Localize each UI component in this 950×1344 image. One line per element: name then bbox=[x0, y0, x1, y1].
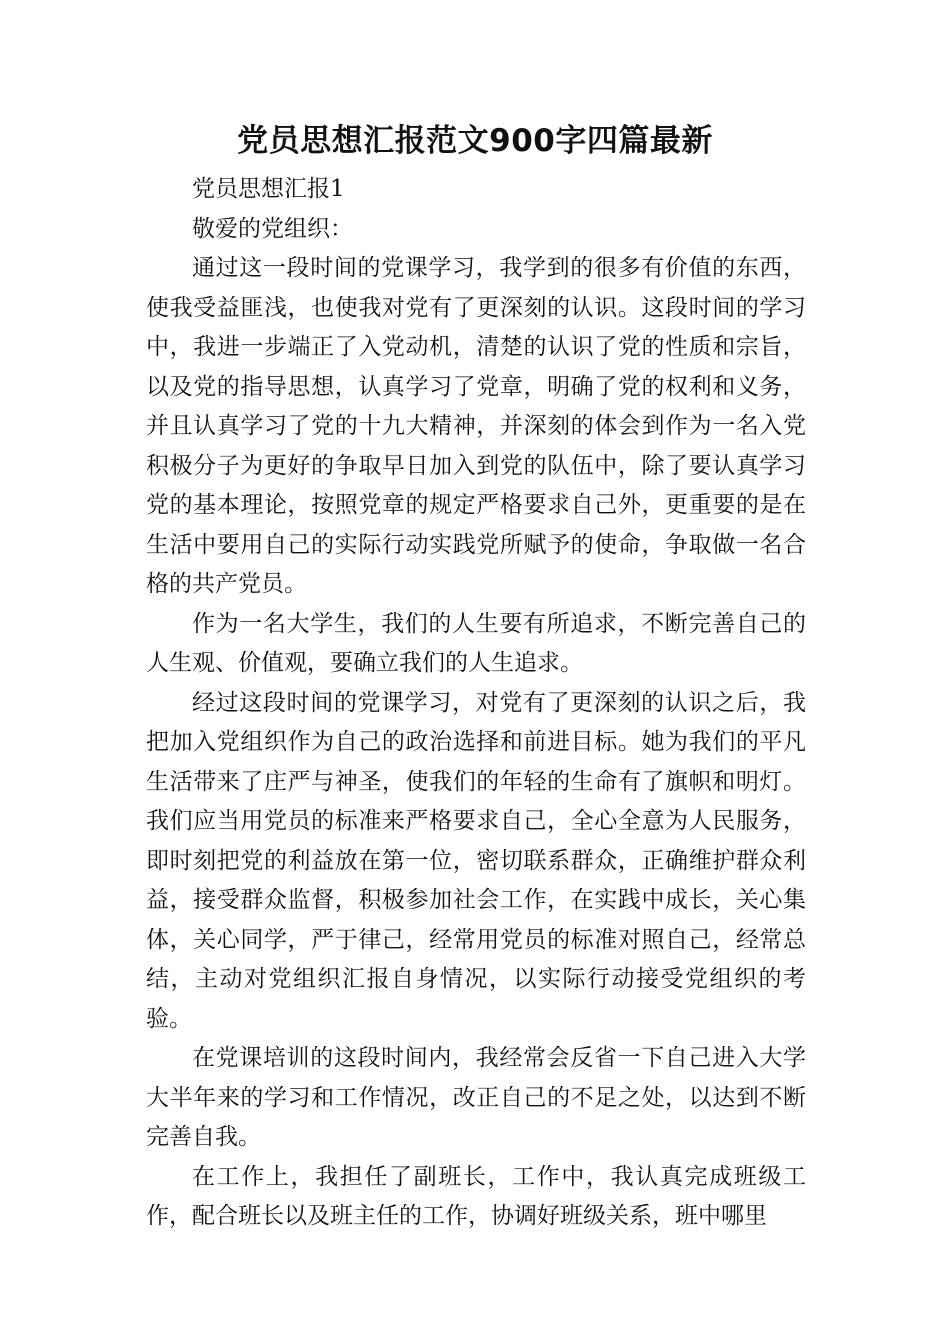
document-title: 党员思想汇报范文900字四篇最新 bbox=[237, 123, 713, 159]
section-heading: 党员思想汇报1 bbox=[192, 176, 345, 202]
body-paragraph: 通过这一段时间的党课学习，我学到的很多有价值的东西，使我受益匪浅，也使我对党有了更深刻的认识。这段时间的学习中，我进一步端正了入党动机，清楚的认识了党的性质和宗旨，以及党的指导思想，认真学习了党章，明确了党的权利和义务，并且认真学习了党的十九大精神，并深刻的体会到作为一名入党积极分子为更好的争取早日加入到党的队伍中，除了要认真学习党的基本理论，按照党章的规定严格要求自己外，更重要的是在生活中要用自己的实际行动实践党所赋予的使命，争取做一名合格的共产党员。 bbox=[146, 255, 806, 597]
body-paragraph: 在工作上，我担任了副班长，工作中，我认真完成班级工作，配合班长以及班主任的工作，协调好班级关系，班中哪里 bbox=[146, 1163, 806, 1229]
salutation: 敬爱的党组织： bbox=[192, 215, 353, 242]
body-paragraph: 经过这段时间的党课学习，对党有了更深刻的认识之后，我把加入党组织作为自己的政治选择和前进目标。她为我们的平凡生活带来了庄严与神圣，使我们的年轻的生命有了旗帜和明灯。我们应当用党员的标准来严格要求自己，全心全意为人民服务，即时刻把党的利益放在第一位，密切联系群众，正确维护群众利益，接受群众监督，积极参加社会工作，在实践中成长，关心集体，关心同学，严于律己，经常用党员的标准对照自己，经常总结，主动对党组织汇报自身情况，以实际行动接受党组织的考验。 bbox=[146, 689, 806, 1032]
document-body bbox=[146, 170, 806, 1237]
body-paragraph: 在党课培训的这段时间内，我经常会反省一下自己进入大学大半年来的学习和工作情况，改正自己的不足之处，以达到不断完善自我。 bbox=[146, 1045, 806, 1150]
body-paragraph: 作为一名大学生，我们的人生要有所追求，不断完善自己的人生观、价值观，要确立我们的人生追求。 bbox=[146, 610, 806, 676]
